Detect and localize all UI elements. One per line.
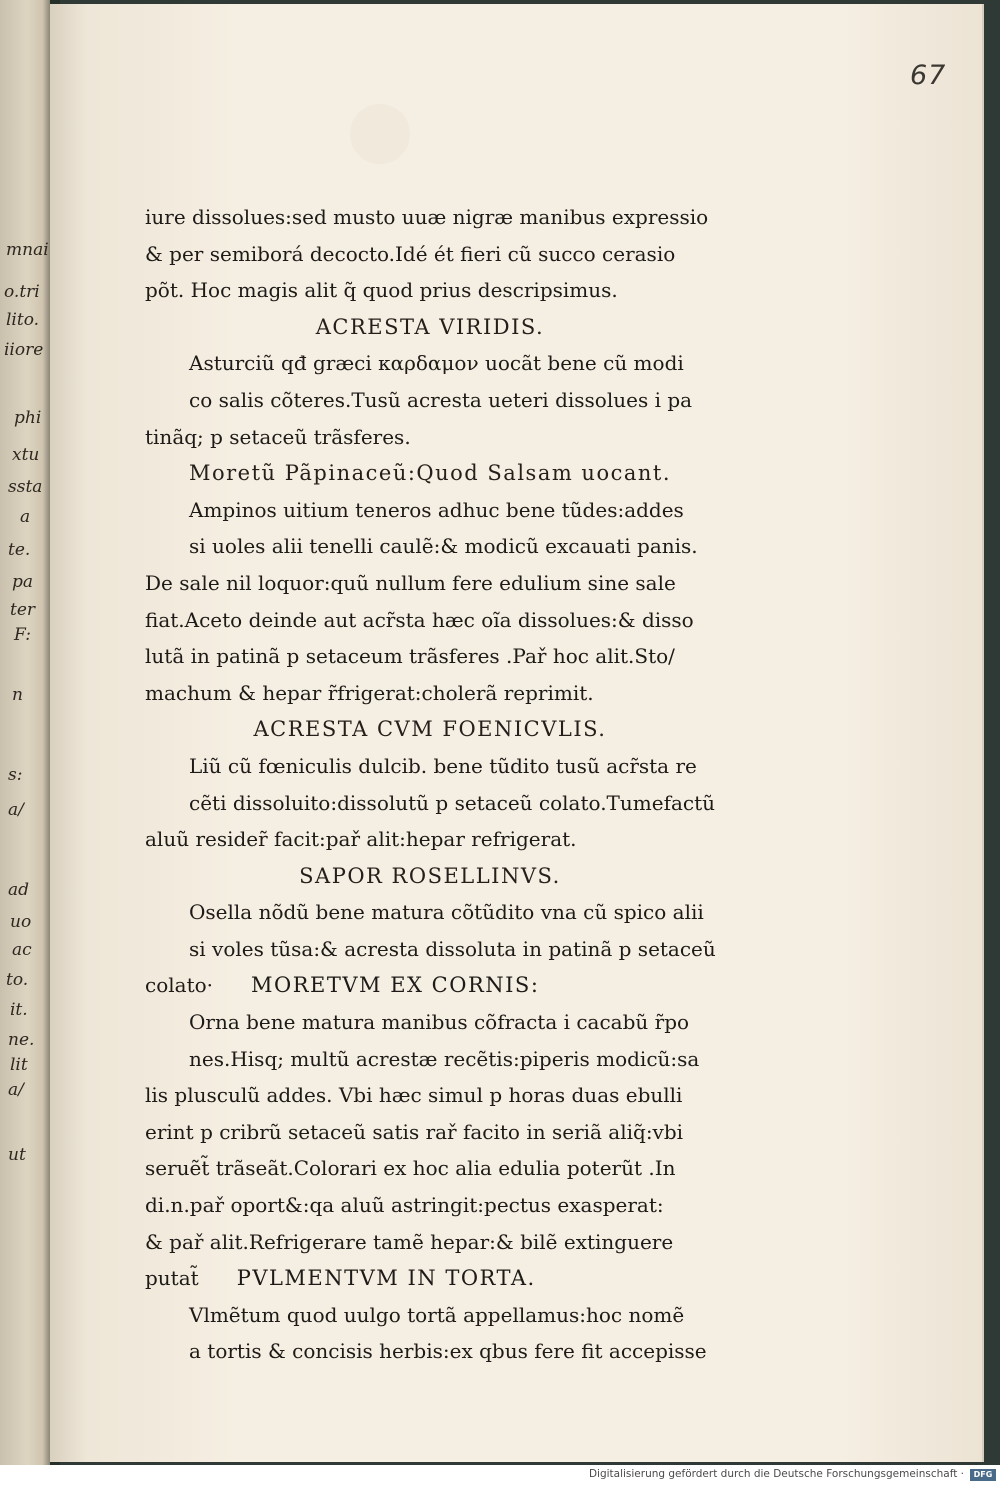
section-heading: ACRESTA VIRIDIS. xyxy=(315,314,545,339)
facing-page-fragment: te. xyxy=(8,540,31,560)
text-line: di.n.pař oport&:qa aluũ astringit:pectus exasperat: xyxy=(145,1193,664,1218)
text-line xyxy=(145,967,715,1004)
facing-page-fragment: a xyxy=(20,507,31,527)
text-line: Ampinos uitium teneros adhuc bene tũdes:addes xyxy=(189,497,684,522)
facing-page-fragment: mnai xyxy=(6,240,49,260)
facing-page-fragment: a/ xyxy=(8,1080,24,1100)
text-line: fiat.Aceto deinde aut acr̃sta hæc oĩa dissolues:& disso xyxy=(145,607,694,632)
facing-page-fragment: n xyxy=(12,685,23,705)
text-line: a tortis & concisis herbis:ex qbus fere fit accepisse xyxy=(189,1339,707,1364)
paper-stain xyxy=(350,104,410,164)
text-line: Asturciũ qđ græci καρδαμον uocãt bene cũ modi xyxy=(189,351,684,376)
text-line: Vlmẽtum quod uulgo tortã appellamus:hoc nomẽ xyxy=(189,1302,685,1327)
text-line: iure dissolues:sed musto uuæ nigræ manibus expressio xyxy=(145,205,709,229)
facing-page-fragment: o.tri xyxy=(4,282,40,302)
text-line xyxy=(145,1260,715,1297)
text-line: Orna bene matura manibus cõfracta i cacabũ r̃po xyxy=(189,1010,690,1035)
facing-page-fragment: F: xyxy=(14,625,31,645)
text-line: & pař alit.Refrigerare tamẽ hepar:& bilẽ extinguere xyxy=(145,1229,674,1254)
facing-page-fragment: iiore xyxy=(4,340,44,360)
text-line: põt. Hoc magis alit q̃ quod prius descripsimus. xyxy=(145,278,618,303)
line-ending: colato· xyxy=(145,973,213,998)
section-heading: Moretũ Pãpinaceũ:Quod Salsam uocant. xyxy=(188,461,672,486)
text-line: lutã in patinã p setaceum trãsferes .Pař hoc alit.Sto/ xyxy=(145,644,675,669)
facing-page-fragment: s: xyxy=(8,765,23,785)
facing-page-fragment: ter xyxy=(10,600,36,620)
text-line: & per semiborá decocto.Idé ét fieri cũ succo cerasio xyxy=(145,241,676,266)
section-heading: PVLMENTVM IN TORTA. xyxy=(236,1266,536,1291)
facing-page-fragment: to. xyxy=(6,970,29,990)
facing-page-fragment: uo xyxy=(10,912,32,932)
facing-page-fragment: xtu xyxy=(12,445,40,465)
text-line: seruẽt̃ trãseãt.Colorari ex hoc alia edulia poterũt .In xyxy=(145,1156,676,1181)
facing-page-fragment: lit xyxy=(10,1055,28,1075)
text-line: tinãq; p setaceũ trãsferes. xyxy=(145,424,411,449)
facing-page-fragment: ad xyxy=(8,880,30,900)
text-line: lis plusculũ addes. Vbi hæc simul p horas duas ebulli xyxy=(145,1083,683,1108)
text-block xyxy=(145,199,715,1370)
text-line: machum & hepar r̃frigerat:cholerã reprimit. xyxy=(145,680,594,705)
text-line: si uoles alii tenelli caulẽ:& modicũ excauati panis. xyxy=(189,534,698,559)
line-ending: putat̃ xyxy=(145,1266,199,1291)
dfg-logo: DFG xyxy=(970,1469,996,1481)
book-page xyxy=(50,4,984,1462)
facing-page-fragment: it. xyxy=(10,1000,28,1020)
footer-bar xyxy=(0,1465,1000,1485)
text-line: De sale nil loquor:quũ nullum fere edulium sine sale xyxy=(145,570,676,595)
section-heading: ACRESTA CVM FOENICVLIS. xyxy=(253,717,607,742)
text-line: erint p cribrũ setaceũ satis rař facito in seriã aliq̃:vbi xyxy=(145,1119,684,1144)
facing-page-fragment: lito. xyxy=(6,310,40,330)
folio-number: 67 xyxy=(910,60,947,91)
text-line: cẽti dissoluito:dissolutũ p setaceũ colato.Tumefactũ xyxy=(189,790,716,815)
facing-page-fragment: phi xyxy=(14,408,42,428)
facing-page-fragment: a/ xyxy=(8,800,24,820)
text-line: co salis cõteres.Tusũ acresta ueteri dissolues i pa xyxy=(189,387,693,412)
facing-page-fragment: ac xyxy=(12,940,32,960)
text-line: Liũ cũ fœniculis dulcib. bene tũdito tusũ acr̃sta re xyxy=(189,753,697,778)
facing-page-fragment: ssta xyxy=(8,477,43,497)
facing-page-edge xyxy=(0,0,50,1465)
section-heading: MORETVM EX CORNIS: xyxy=(251,973,540,998)
text-line: nes.Hisq; multũ acrestæ recẽtis:piperis modicũ:sa xyxy=(189,1046,700,1071)
funding-credit: Digitalisierung gefördert durch die Deutsche Forschungsgemeinschaft · xyxy=(588,1468,964,1480)
facing-page-fragment: pa xyxy=(12,572,34,592)
facing-page-fragment: ne. xyxy=(8,1030,35,1050)
section-heading: SAPOR ROSELLINVS. xyxy=(299,863,561,888)
text-line: si voles tũsa:& acresta dissoluta in patinã p setaceũ xyxy=(189,936,716,961)
text-line: aluũ resider̃ facit:pař alit:hepar refrigerat. xyxy=(145,827,577,852)
text-line: Osella nõdũ bene matura cõtũdito vna cũ spico alii xyxy=(189,900,704,925)
facing-page-fragment: ut xyxy=(8,1145,26,1165)
